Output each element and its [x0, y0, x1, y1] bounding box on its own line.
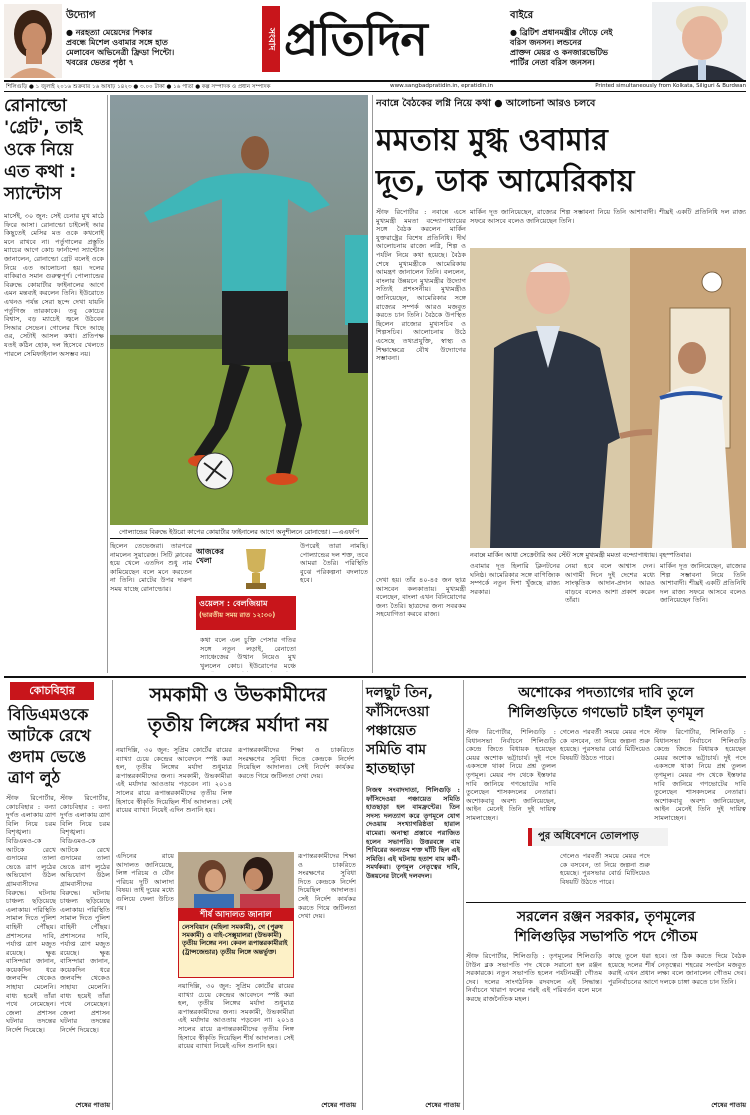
sports-headline-line: এত কথা : [4, 162, 77, 182]
continued-label[interactable]: শেষের পাতায় [425, 1101, 460, 1109]
right-teaser-line: পার্টির নেতা বরিস জনসন। [510, 58, 595, 67]
sports-photo [110, 95, 368, 525]
panchayat-headline-line: দলছুট তিন, [366, 685, 433, 701]
ashok-body-4: গেলেও পরবর্তী সময়ে মেয়র পদে কে বসবেন, তা নিয়ে জল্পনা শুরু হয়েছে। পুরসভার বোর্ড মিটিংয়েও বিষয়টি উঠতে পারে। [560, 852, 650, 886]
third-gender-headline-2[interactable]: তৃতীয় লিঙ্গের মর্যাদা নয় [147, 714, 329, 736]
coochbehar-headline-line: বিডিএমওকে [8, 705, 89, 724]
sports-caption-rule [110, 538, 368, 539]
panchayat-body: নিজস্ব সংবাদদাতা, শিলিগুড়ি : ফাঁসিদেওয়া পঞ্চায়েত সমিতি হাতছাড়া হল বামফ্রন্টের। তিন সদস্য দলত্যাগ করে তৃণমূলে যোগ দেওয়ায় সংখ্যাগরিষ্ঠতা হারাল বামেরা। অনাস্থা প্রস্তাবে পরাজিত হলেন সভাপতি। উত্তরবঙ্গে বাম শিবিরের অন্যতম শক্ত ঘাঁটি ছিল এই সমিতি। এই ঘটনায় হতাশ বাম কর্মী-সমর্থকরা। তৃণমূল নেতৃত্বের দাবি, উন্নয়নের টানেই দলবদল। [366, 786, 460, 880]
sports-col-text-2: উপরেই তারা নামছি। পোল্যান্ডের দল শক্ত, তবে আমরা তৈরি। পরিস্থিতি বুঝে পরিকল্পনা বদলাতে হবে। [300, 542, 368, 585]
lead-photo-caption: নবান্নে মার্কিন আধা সেক্রেটারি অব স্টেট সঙ্গে মুখ্যমন্ত্রী মমতা বন্দ্যোপাধ্যায়। বৃহস্পতিবার। [470, 551, 692, 559]
website[interactable]: www.sangbadpratidin.in, epratidin.in [390, 83, 494, 89]
lead-body-2: মার্কিন দূত জানিয়েছেন, রাজ্যের শিল্প সম্ভাবনা নিয়ে তিনি আশাবাদী। শীঘ্রই একটি প্রতিনিধি দল রাজ্য সফরে আসবে বলেও জানিয়েছেন তিনি। [470, 208, 746, 225]
continued-label[interactable]: শেষের পাতায় [321, 1101, 356, 1109]
col-divider [112, 680, 113, 1110]
lead-tail-2: ওবামার দূত হিলারি ক্লিনটনের ঘনিষ্ঠ। আমেরিকার সঙ্গে বাণিজ্যিক সম্পর্কে নতুন দিশা খুঁজছে রাজ্য সরকার। [470, 562, 560, 596]
third-gender-body-4: নয়াদিল্লি, ৩০ জুন: সুপ্রিম কোর্টের রায়ের ব্যাখ্যা চেয়ে কেন্দ্রের আবেদনে স্পষ্ট করা হল, তৃতীয় লিঙ্গের মর্যাদা শুধুমাত্র রূপান্তরকামীদের জন্য। সমকামী, উভকামীরা এই মর্যাদার আওতায় পড়বেন না। ২০১৪ সালের রায়ে রূপান্তরকামীদের তৃতীয় লিঙ্গ হিসাবে স্বীকৃতি দিয়েছিল শীর্ষ আদালত। সেই রায়ের ব্যাখ্যা নিয়েই এদিন শুনানি হয়। [178, 982, 294, 1051]
lead-tail-3: নেয়া হবে বলে আশ্বাস দেন। আগামী দিনে দুই দেশের মধ্যে সাংস্কৃতিক আদান-প্রদান আরও বাড়বে বলেও আশা প্রকাশ করেন তাঁরা। [565, 562, 655, 605]
match-time: (ভারতীয় সময় রাত ১২:৩০) [199, 611, 276, 619]
right-teaser-line: প্রাক্তন মেয়র ও কনজারভেটিভ [510, 48, 608, 57]
lead-headline-1[interactable]: মমতায় মুগ্ধ ওবামার [376, 123, 608, 158]
dateline: শিলিগুড়ি ● ১ জুলাই ২০১৬ শুক্রবার ১৬ আষাঢ় ১৪২৩ ● ৩.০০ টাকা ● ১৬ পাতা ● কল্প সম্পাদক ও প্রধান সম্পাদক [6, 84, 271, 90]
masthead-rule [4, 80, 746, 82]
lead-photo [470, 248, 746, 548]
logo-vertical-text: সংবাদ [262, 6, 280, 72]
masthead-logo[interactable] [262, 6, 494, 72]
lead-kicker[interactable]: নবান্নে বৈঠকের লগ্নি নিয়ে কথা ● আলোচনা আরও চলবে [376, 98, 596, 109]
lead-headline-2[interactable]: দূত, ডাক আমেরিকায় [376, 164, 635, 199]
match-banner[interactable] [196, 596, 296, 630]
verdict-box-title: শীর্ষ আদালত জানাল [179, 909, 293, 921]
ashok-body-2: গেলেও পরবর্তী সময়ে মেয়র পদে কে বসবেন, তা নিয়ে জল্পনা শুরু হয়েছে। পুরসভার বোর্ড মিটিংয়েও বিষয়টি উঠতে পারে। [560, 728, 650, 762]
ashok-headline-2[interactable]: শিলিগুড়িতে গণভোট চাইল তৃণমূল [508, 705, 704, 721]
continued-label[interactable]: শেষের পাতায় [711, 1101, 746, 1109]
third-gender-headline-1[interactable]: সমকামী ও উভকামীদের [149, 684, 327, 706]
sports-headline-line: রোনাল্ডো [4, 96, 67, 116]
verdict-box-text: লেসবিয়ান (মহিলা সমকামী), গে (পুরুষ সমকামী) ও বাই-সেক্সুয়ালরা (উভকামী) তৃতীয় লিঙ্গের নন। কেবল রূপান্তরকামীরাই (ট্রান্সজেন্ডার) তৃতীয় লিঙ্গে অন্তর্ভুক্ত। [182, 923, 288, 956]
panchayat-headline-line: সমিতি বাম [366, 742, 427, 758]
left-teaser-line: প্রবন্ধে মিশেল ওবামার সঙ্গে হাত [66, 38, 168, 47]
coochbehar-tag: কোচবিহার [10, 682, 94, 700]
right-teaser-line: বরিস জনসন। লন্ডনের [510, 38, 582, 47]
left-teaser-line: খবরের ভেতর পৃষ্ঠা ৭ [66, 58, 134, 67]
saralen-body: স্টাফ রিপোর্টার, শিলিগুড়ি : তৃণমূলের শিলিগুড়ি টাউন ব্লক সভাপতি পদ থেকে সরানো হল রঞ্জন সরকারকে। নতুন সভাপতি হলেন পর্যটনমন্ত্রী গৌতম দেব। দলের সাংগঠনিক রদবদলে এই সিদ্ধান্ত। নির্বাচনে খারাপ ফলের পরই এই পরিবর্তন বলে মনে করছে রাজনৈতিক মহল। [466, 952, 602, 1003]
logo-main-text: প্রতিদিন [284, 12, 427, 66]
coochbehar-headline[interactable] [8, 704, 108, 788]
sports-col-text: ছিলেন তেভেজরা। তারপরে নামলেন সুয়ারেজ। সিটি ক্লাবের হয়ে খেলে এতদিন শুধু নাম কামিয়েছেন বলে মনে করতেন না তিনি। মোটের উপর দারুণ সময় যাচ্ছে রোনাল্ডোর। [110, 542, 192, 593]
continued-label[interactable]: শেষের পাতায় [75, 1101, 110, 1109]
third-gender-body-2: রূপান্তরকামীদের শিক্ষা ও চাকরিতে সংরক্ষণের সুবিধা দিতে কেন্দ্রকে নির্দেশ দিয়েছিল আদালত। সেই নির্দেশ কার্যকর করতে গিয়ে জটিলতা দেখা দেয়। [238, 746, 354, 780]
ashok-headline-1[interactable]: অশোকের পদত্যাগের দাবি তুলে [518, 685, 694, 701]
right-teaser-line: ● ব্রিটিশ প্রধানমন্ত্রীর দৌড়ে নেই [510, 28, 613, 37]
trophy-icon [238, 545, 274, 593]
lead-body: স্টাফ রিপোর্টার : নবান্নে এসে মুখ্যমন্ত্রী মমতা বন্দ্যোপাধ্যায়ের সঙ্গে বৈঠক করলেন মার্কিন যুক্তরাষ্ট্রের বিশেষ প্রতিনিধি। দীর্ঘ আলোচনায় রাজ্যে লগ্নি, শিল্প ও পর্যটন নিয়ে কথা হয়েছে। বৈঠক শেষে মুখ্যমন্ত্রীকে আমেরিকায় আমন্ত্রণ জানালেন তিনি। বললেন, বাংলার উন্নয়নে মুখ্যমন্ত্রীর উদ্যোগ সত্যিই প্রশংসনীয়। মুখ্যমন্ত্রীও জানিয়েছেন, আমেরিকার সঙ্গে রাজ্যের সম্পর্ক আরও মজবুত করতে চান তিনি। বৈঠকে উপস্থিত ছিলেন রাজ্যের মুখ্যসচিব ও শিল্পসচিব। আলোচনায় উঠে এসেছে তথ্যপ্রযুক্তি, স্বাস্থ্য ও শিক্ষাক্ষেত্রে যৌথ উদ্যোগের সম্ভাবনা। [376, 208, 466, 363]
col-divider [463, 680, 464, 1110]
saralen-body-2: কাছে তুলে ধরা হবে। তা ঠিক করতে দিয়ে বৈঠক হয়েছে দলের শীর্ষ নেতৃত্বের। শহরের সংগঠন মজবুত করাই এখন প্রধান লক্ষ্য বলে জানালেন গৌতম দেব। পুরনির্বাচনের আগে দলকে চাঙ্গা করতে চান তিনি। [608, 952, 746, 986]
ashok-body: স্টাফ রিপোর্টার, শিলিগুড়ি : বিধানসভা নির্বাচনে শিলিগুড়ি কেন্দ্রে জিতে বিধায়ক হয়েছেন মেয়র অশোক ভট্টাচার্য। দুই পদে একসঙ্গে থাকা নিয়ে প্রশ্ন তুলল তৃণমূল। মেয়র পদ থেকে ইস্তফার দাবি জানিয়ে গণভোটের দাবি তুলেছেন শাসকদলের নেতারা। অশোকবাবু অবশ্য জানিয়েছেন, আইন মেনেই তিনি দুই দায়িত্ব সামলাচ্ছেন। [466, 728, 556, 822]
coochbehar-body-2: স্টাফ রিপোর্টার, কোচবিহার : বন্যা দুর্গত এলাকায় ত্রাণ বিলি নিয়ে চরম বিশৃঙ্খলা। বিডিএমও-কে আটকে রেখে গুদামের তালা ভেঙে ত্রাণ লুঠের অভিযোগ উঠল গ্রামবাসীদের বিরুদ্ধে। ঘটনায় চাঞ্চল্য ছড়িয়েছে এলাকায়। পরিস্থিতি সামাল দিতে পুলিশ বাহিনী পৌঁছয়। প্রশাসনের দাবি, পর্যাপ্ত ত্রাণ মজুত রয়েছে। ক্ষুব্ধ বাসিন্দারা জানান, কয়েকদিন ধরে জলবন্দি থেকেও সাহায্য মেলেনি। বাধ্য হয়েই তাঁরা পথে নেমেছেন। জেলা প্রশাসন ঘটনার তদন্তের নির্দেশ দিয়েছে। [60, 794, 110, 1035]
left-teaser-kicker: উদ্যোগ [66, 10, 96, 21]
sports-headline-line: 'গ্রেট', তাই [4, 118, 83, 138]
fold-rule [4, 676, 746, 678]
sports-photo-caption: পোল্যান্ডের বিরুদ্ধে ইউরো কাপের কোয়ার্টার ফাইনালের আগে অনুশীলনে রোনাল্ডো। —এএফপি [118, 528, 360, 536]
panchayat-headline[interactable] [366, 684, 460, 779]
right-teaser-portrait [652, 2, 746, 80]
match-box [196, 545, 276, 645]
third-gender-photo [178, 852, 294, 908]
third-gender-body: নয়াদিল্লি, ৩০ জুন: সুপ্রিম কোর্টের রায়ের ব্যাখ্যা চেয়ে কেন্দ্রের আবেদনে স্পষ্ট করা হল, তৃতীয় লিঙ্গের মর্যাদা শুধুমাত্র রূপান্তরকামীদের জন্য। সমকামী, উভকামীরা এই মর্যাদার আওতায় পড়বেন না। ২০১৪ সালের রায়ে রূপান্তরকামীদের তৃতীয় লিঙ্গ হিসাবে স্বীকৃতি দিয়েছিল শীর্ষ আদালত। সেই রায়ের ব্যাখ্যা নিয়েই এদিন শুনানি হয়। [116, 746, 232, 815]
left-teaser[interactable] [66, 8, 241, 68]
dateline-rule [4, 91, 746, 92]
col-divider [362, 680, 363, 1110]
match-label: ওয়েলস : বেলজিয়াম [199, 599, 268, 608]
printed-info: Printed simultaneously from Kolkata, Siliguri & Burdwan [595, 83, 746, 89]
lead-tail: দেখা হয়। তাঁর ৪০-৪৫ জন ছাত্র আসবেন কলকাতায়। মুখ্যমন্ত্রী বলেছেন, বাংলা এখন বিনিয়োগের জন্য তৈরি। ছাত্রদের জন্য সবরকম সহযোগিতা করবে রাজ্য। [376, 576, 466, 619]
col-divider [372, 95, 373, 673]
panchayat-headline-line: পঞ্চায়েত [366, 723, 417, 739]
coochbehar-headline-line: আটকে রেখে [8, 726, 91, 745]
right-teaser-kicker: বাইরে [510, 10, 534, 21]
ashok-body-3: স্টাফ রিপোর্টার, শিলিগুড়ি : বিধানসভা নির্বাচনে শিলিগুড়ি কেন্দ্রে জিতে বিধায়ক হয়েছেন মেয়র অশোক ভট্টাচার্য। দুই পদে একসঙ্গে থাকা নিয়ে প্রশ্ন তুলল তৃণমূল। মেয়র পদ থেকে ইস্তফার দাবি জানিয়ে গণভোটের দাবি তুলেছেন শাসকদলের নেতারা। অশোকবাবু অবশ্য জানিয়েছেন, আইন মেনেই তিনি দুই দায়িত্ব সামলাচ্ছেন। [654, 728, 746, 822]
panchayat-headline-line: ফাঁসিদেওয়া [366, 704, 430, 720]
coochbehar-headline-line: ত্রাণ লুঠ [8, 768, 61, 787]
sports-headline-line: স্যান্টোস [4, 184, 62, 204]
left-teaser-line: ● নরহত্যা মেয়েদের শিকার [66, 28, 153, 37]
saralen-headline-2[interactable]: শিলিগুড়ির সভাপতি পদে গৌতম [514, 929, 698, 945]
sports-headline[interactable] [4, 95, 104, 205]
panchayat-headline-line: হাতছাড়া [366, 761, 415, 777]
ashok-box[interactable]: পুর অধিবেশনে তোলপাড় [528, 828, 668, 846]
saralen-headline-1[interactable]: সরলেন রঞ্জন সরকার, তৃণমূলের [516, 909, 696, 925]
col-divider [107, 95, 108, 673]
section-rule [466, 902, 746, 903]
third-gender-body-3: এদিনের রায়ে আদালত জানিয়েছে, লিঙ্গ পরিচয় ও যৌন পরিচয় দুটি আলাদা বিষয়। তাই দুয়ের মধ্যে গুলিয়ে ফেলা উচিত নয়। [116, 852, 174, 912]
right-teaser[interactable] [510, 8, 650, 68]
coochbehar-body: স্টাফ রিপোর্টার, কোচবিহার : বন্যা দুর্গত এলাকায় ত্রাণ বিলি নিয়ে চরম বিশৃঙ্খলা। বিডিএমও-কে আটকে রেখে গুদামের তালা ভেঙে ত্রাণ লুঠের অভিযোগ উঠল গ্রামবাসীদের বিরুদ্ধে। ঘটনায় চাঞ্চল্য ছড়িয়েছে এলাকায়। পরিস্থিতি সামাল দিতে পুলিশ বাহিনী পৌঁছয়। প্রশাসনের দাবি, পর্যাপ্ত ত্রাণ মজুত রয়েছে। ক্ষুব্ধ বাসিন্দারা জানান, কয়েকদিন ধরে জলবন্দি থেকেও সাহায্য মেলেনি। বাধ্য হয়েই তাঁরা পথে নেমেছেন। জেলা প্রশাসন ঘটনার তদন্তের নির্দেশ দিয়েছে। [6, 794, 56, 1035]
match-kicker: আজকের খেলা [196, 547, 224, 565]
sports-body-2: কথা বলে এল চুক্তি পেসার গতির সঙ্গে নতুন লড়াই, রেনাতো স্যাঞ্চেজের উত্থান নিয়েও মুখ খুললেন কোচ। ইউরোপের মঞ্চে [200, 636, 296, 670]
third-gender-body-5: রূপান্তরকামীদের শিক্ষা ও চাকরিতে সংরক্ষণের সুবিধা দিতে কেন্দ্রকে নির্দেশ দিয়েছিল আদালত। সেই নির্দেশ কার্যকর করতে গিয়ে জটিলতা দেখা দেয়। [298, 852, 356, 921]
left-teaser-line: মেলাবেন অভিনেত্রী ফ্রিডা পিন্টো। [66, 48, 175, 57]
coochbehar-headline-line: গুদাম ভেঙে [8, 747, 87, 766]
verdict-box [178, 908, 294, 978]
left-teaser-portrait [4, 4, 62, 78]
lead-tail-4: মার্কিন দূত জানিয়েছেন, রাজ্যের শিল্প সম্ভাবনা নিয়ে তিনি আশাবাদী। শীঘ্রই একটি প্রতিনিধি দল রাজ্য সফরে আসবে বলেও জানিয়েছেন তিনি। [660, 562, 746, 605]
sports-headline-line: ওকে নিয়ে [4, 140, 74, 160]
sports-body: মার্সেই, ৩০ জুন: সেই চেনার মুখ মাঠে ফিরে আসা। রোনাল্ডো চাইলেই আর কিছুতেই মেসির মত ওকে কখনোই মনে রাখবে না। পর্তুগালের প্রস্তুতি ম্যাচের আগে কোচ ফার্নান্দো স্যান্টোস জানালেন, রোনাল্ডো গ্রেট বলেই ওকে নিয়ে এত আলোচনা হয়। দলের বাকিরাও সমান গুরুত্বপূর্ণ। পোল্যান্ডের বিরুদ্ধে কোয়ার্টার ফাইনালের আগে এমন মন্তব্যই করলেন তিনি। ইউরোতে এখনও পর্যন্ত সেরা ছন্দে দেখা যায়নি পর্তুগিজ তারকাকে। তবু কোচের বিশ্বাস, বড় ম্যাচেই জ্বলে উঠবেন সিআর সেভেন। গোলের খিদে আছে ওর, সেটাই আসল কথা। প্রতিপক্ষ যতই কঠিন হোক, দল হিসেবে খেলতে পারলে সেমিফাইনাল অসম্ভব নয়। [4, 212, 104, 358]
